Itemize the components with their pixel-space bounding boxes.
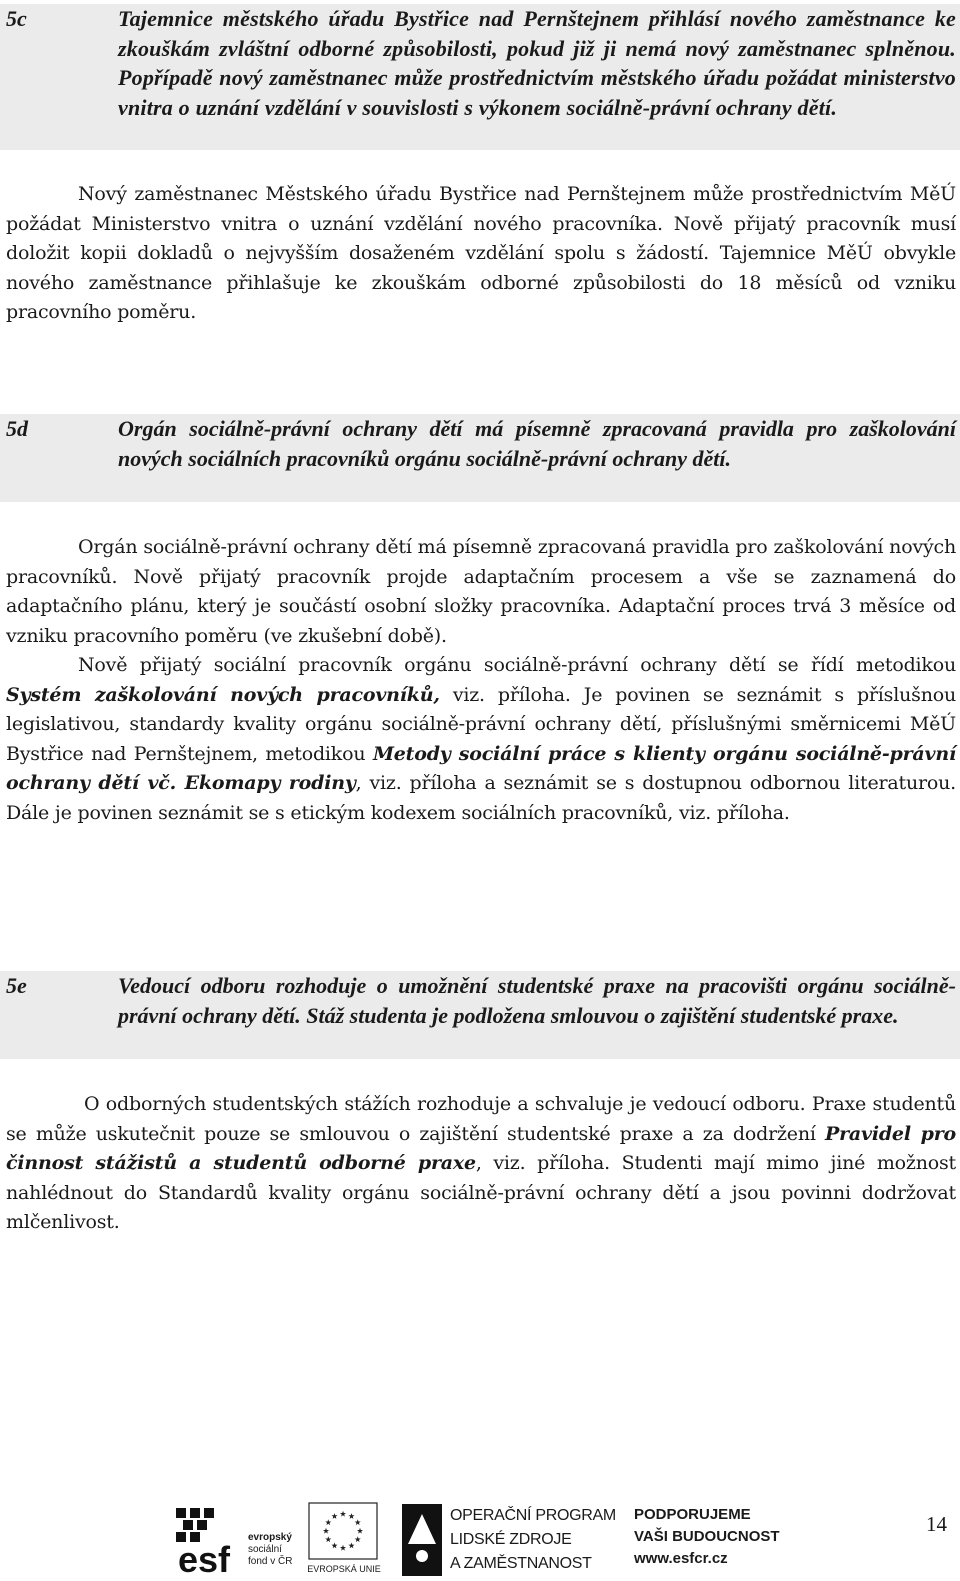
standard-heading: Vedoucí odboru rozhoduje o umožnění studentské praxe na pracovišti orgánu sociálně-právní ochrany dětí. Stáž studenta je podložena smlouvou o zajištění studentské praxe. [118,973,956,1028]
op-mark-icon [402,1504,442,1576]
standard-code: 5c [6,6,27,31]
eu-logo [306,1500,380,1578]
eu-caption: EVROPSKÁ UNIE [307,1564,381,1574]
esf-logo [176,1502,302,1578]
body-paragraph: O odborných studentských stážích rozhoduje a schvaluje je vedoucí odboru. Praxe studentů se může uskutečnit pouze se smlouvou o zajištění studentské praxe a za dodržení Pravidel pro činnost stážistů a studentů odborné praxe, viz. příloha. Studenti mají mimo jiné možnost nahlédnout do Standardů kvality orgánu sociálně-právní ochrany dětí a jsou povinni dodržovat mlčenlivost. [6,1093,957,1233]
esf-word: esf [178,1539,231,1574]
standard-code: 5d [6,416,28,441]
standard-5d-body [6,533,956,828]
page-number: 14 [926,1512,947,1536]
standard-5e-heading-box [0,971,960,1059]
standard-code: 5e [6,973,27,998]
document-reference: Systém zaškolování nových pracovníků, [6,683,440,706]
document-reference: Pravidel pro činnost stážistů a studentů odborné praxe [6,1122,957,1174]
website-link[interactable]: www.esfcr.cz [634,1550,728,1567]
standard-heading: Orgán sociálně-právní ochrany dětí má písemně zpracovaná pravidla pro zaškolování nových sociálních pracovníků orgánu sociálně-právní ochrany dětí. [118,416,956,471]
standard-5e-body [6,1090,956,1238]
body-paragraph: Nový zaměstnanec Městského úřadu Bystřice nad Pernštejnem může prostřednictvím MěÚ požádat Ministerstvo vnitra o uznání vzdělání nového pracovníka. Nově přijatý pracovník musí doložit kopii dokladů o nejvyšším dosaženém vzdělání spolu s žádostí. Tajemnice MěÚ obvykle nového zaměstnance přihlašuje ke zkouškám odborné způsobilosti do 18 měsíců od vzniku pracovního poměru. [6,183,956,323]
op-caption: OPERAČNÍ PROGRAM LIDSKÉ ZDROJE A ZAMĚSTNANOST [450,1507,616,1572]
standard-5c-body [6,180,956,328]
footer-logos [0,1496,960,1581]
esf-flag-icon [176,1504,246,1574]
body-paragraph: Nově přijatý sociální pracovník orgánu sociálně-právní ochrany dětí se řídí metodikou Systém zaškolování nových pracovníků, viz. příloha. Je povinen se seznámit s příslušnou legislativou, standardy kvality orgánu sociálně-právní ochrany dětí, příslušnými směrnicemi MěÚ Bystřice nad Pernštejnem, metodikou Metody sociální práce s klienty orgánu sociálně-právní ochrany dětí vč. Ekomapy rodiny, viz. příloha a seznámit se s dostupnou odbornou literaturou. Dále je povinen seznámit se s etickým kodexem sociálních pracovníků, viz. příloha. [6,654,957,824]
document-reference: Metody sociální práce s klienty orgánu sociálně-právní ochrany dětí vč. Ekomapy rodiny [6,742,956,794]
standard-5d-heading-box [0,414,960,502]
standard-heading: Tajemnice městského úřadu Bystřice nad Pernštejnem přihlásí nového zaměstnance ke zkouškám zvláštní odborné způsobilosti, pokud již ji nemá nový zaměstnanec splněnou. Popřípadě nový zaměstnanec může prostřednictvím městského úřadu požádat ministerstvo vnitra o uznání vzdělání v souvislosti s výkonem sociálně-právní ochrany dětí. [118,6,956,120]
slogan: PODPORUJEME VAŠI BUDOUCNOST www.esfcr.cz [634,1504,780,1570]
esf-caption: evropský sociální fond v ČR [248,1532,293,1567]
op-lzz-logo [402,1502,622,1580]
eu-flag-icon [308,1502,378,1560]
standard-5c-heading-box [0,4,960,150]
body-paragraph: Orgán sociálně-právní ochrany dětí má písemně zpracovaná pravidla pro zaškolování nových pracovníků. Nově přijatý pracovník projde adaptačním procesem a vše se zaznamená do adaptačního plánu, který je součástí osobní složky pracovníka. Adaptační proces trvá 3 měsíce od vzniku pracovního poměru (ve zkušební době). [6,536,956,647]
